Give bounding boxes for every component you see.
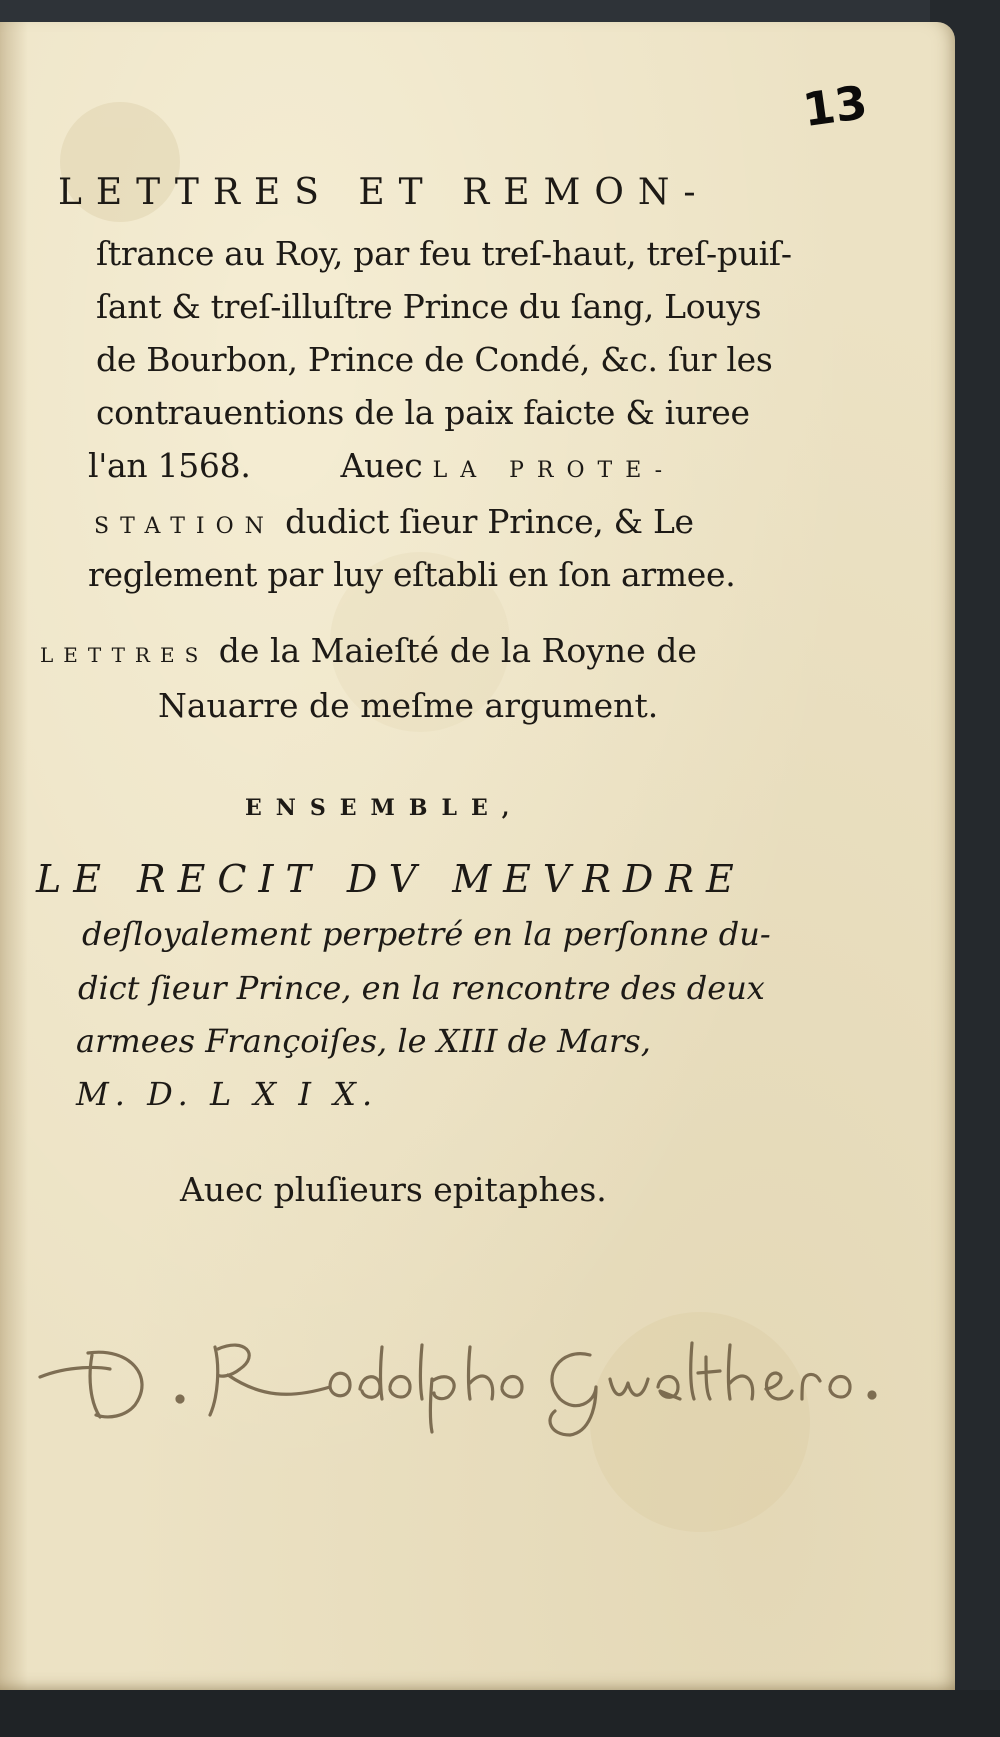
second-title-line-2: Nauarre de meſme argument. [158,686,659,725]
title-line-7-text: dudict ſieur Prince, & Le [285,502,694,541]
title-date: l'an 1568. [88,446,251,485]
title-line-7 [94,502,694,541]
second-title-line-1-text: de la Maieſté de la Royne de [218,631,697,670]
title-line-1: LETTRES ET REMON- [58,172,710,213]
title-line-4: de Bourbon, Prince de Condé, &c. ſur les [96,340,773,379]
book-page [0,22,955,1690]
title-auec: Auec [340,446,423,485]
second-title-lettres: LETTRES [40,643,209,667]
handwritten-signature [30,1307,920,1437]
folio-number: 13 [799,74,871,138]
recit-heading: LE RECIT DV MEVRDRE [36,857,746,901]
recit-line-4: armees Françoiſes, le XIII de Mars, [76,1022,651,1060]
title-line-6 [88,446,675,485]
closing-line: Auec pluſieurs epitaphes. [180,1170,607,1209]
ensemble-heading: ENSEMBLE, [245,795,524,821]
second-title-line-1 [40,631,697,670]
recit-line-3: dict ſieur Prince, en la rencontre des deux [78,969,765,1007]
title-protestation-start: LA PROTE- [432,458,676,483]
title-protestation-end: STATION [94,514,275,539]
background-bottom [0,1690,1000,1737]
title-line-3: ſant & treſ-illuſtre Prince du ſang, Louys [96,287,762,326]
title-line-2: ſtrance au Roy, par feu treſ-haut, treſ-puiſ- [96,234,792,273]
recit-line-2: deſloyalement perpetré en la perſonne du- [82,915,771,953]
title-line-8: reglement par luy eſtabli en ſon armee. [88,555,736,594]
signature-text: D. Rodolpho Gwalthero. [30,1307,43,1308]
recit-line-5: M. D. L X I X. [76,1075,379,1113]
title-line-5: contrauentions de la paix faicte & iuree [96,393,750,432]
